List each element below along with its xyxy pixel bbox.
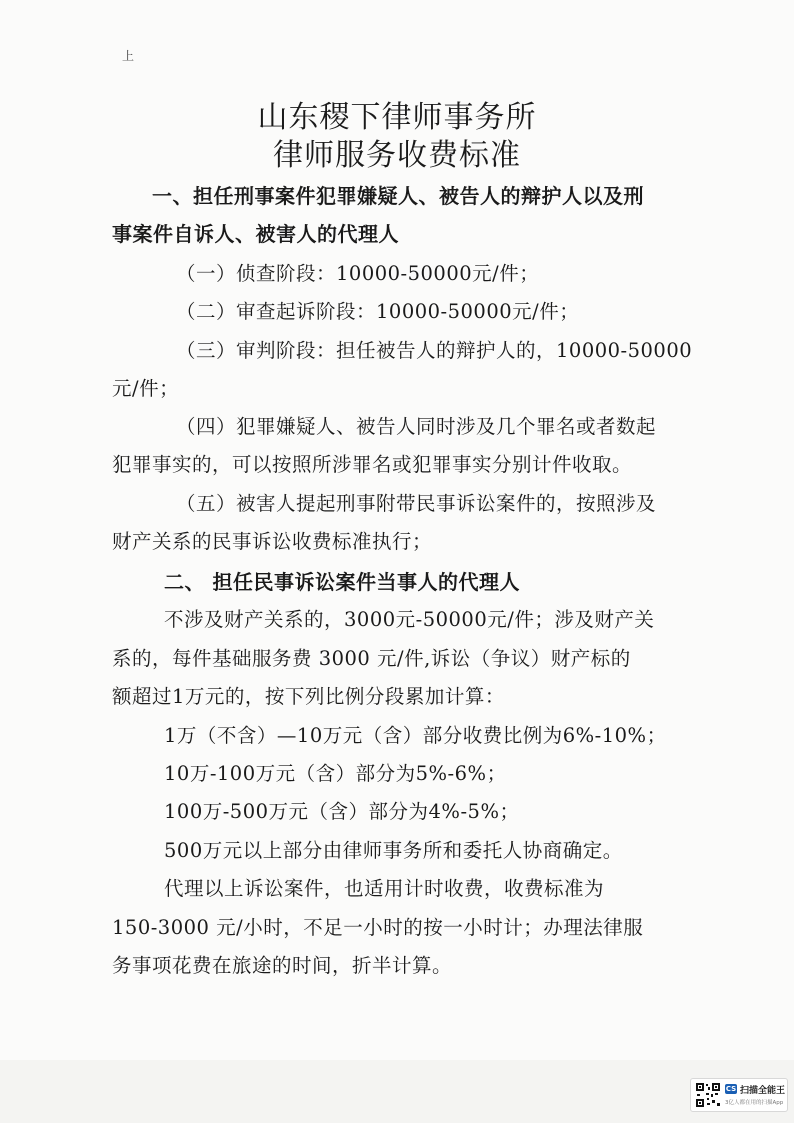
scanner-watermark xyxy=(690,1078,788,1112)
item-1-4: （四）犯罪嫌疑人、被告人同时涉及几个罪名或者数起 xyxy=(176,415,657,438)
section-2-para-1-cont2: 额超过1万元的，按下列比例分段累加计算： xyxy=(112,685,505,708)
watermark-app-name: 扫描全能王 xyxy=(740,1086,786,1096)
item-1-3-cont: 元/件； xyxy=(112,377,180,400)
title-firm-name: 山东稷下律师事务所 xyxy=(257,100,537,135)
item-1-3: （三）审判阶段：担任被告人的辩护人的，10000-50000 xyxy=(176,339,693,362)
camscanner-logo: CS xyxy=(725,1085,737,1093)
fee-tier-3: 100万-500万元（含）部分为4%-5%； xyxy=(164,800,520,823)
section-2-para-1: 不涉及财产关系的，3000元-50000元/件；涉及财产关 xyxy=(164,608,655,631)
fee-tier-2: 10万-100万元（含）部分为5%-6%； xyxy=(164,762,507,785)
fee-tier-4: 500万元以上部分由律师事务所和委托人协商确定。 xyxy=(164,839,623,862)
item-1-5-cont: 财产关系的民事诉讼收费标准执行； xyxy=(112,530,433,553)
section-1-heading-cont: 事案件自诉人、被害人的代理人 xyxy=(112,222,399,246)
item-1-1: （一）侦查阶段：10000-50000元/件； xyxy=(176,262,540,285)
hourly-fee-para-cont: 150-3000 元/小时，不足一小时的按一小时计；办理法律服 xyxy=(112,916,644,939)
hourly-fee-para: 代理以上诉讼案件，也适用计时收费，收费标准为 xyxy=(164,877,605,900)
section-1-heading: 一、担任刑事案件犯罪嫌疑人、被告人的辩护人以及刑 xyxy=(152,184,644,208)
section-2-para-1-cont: 系的，每件基础服务费 3000 元/件,诉讼（争议）财产标的 xyxy=(112,647,631,670)
item-1-4-cont: 犯罪事实的，可以按照所涉罪名或犯罪事实分别计件收取。 xyxy=(112,453,633,476)
section-2-heading: 二、 担任民事诉讼案件当事人的代理人 xyxy=(164,570,520,594)
fee-tier-1: 1万（不含）—10万元（含）部分收费比例为6%-10%； xyxy=(164,724,667,747)
qr-code-icon xyxy=(695,1082,721,1108)
watermark-tagline: 3亿人都在用的扫描App xyxy=(725,1100,784,1106)
hourly-fee-para-cont2: 务事项花费在旅途的时间，折半计算。 xyxy=(112,954,453,977)
title-fee-standard: 律师服务收费标准 xyxy=(273,138,521,173)
corner-mark: 上 xyxy=(122,49,135,63)
item-1-5: （五）被害人提起刑事附带民事诉讼案件的，按照涉及 xyxy=(176,492,657,515)
item-1-2: （二）审查起诉阶段：10000-50000元/件； xyxy=(176,300,580,323)
